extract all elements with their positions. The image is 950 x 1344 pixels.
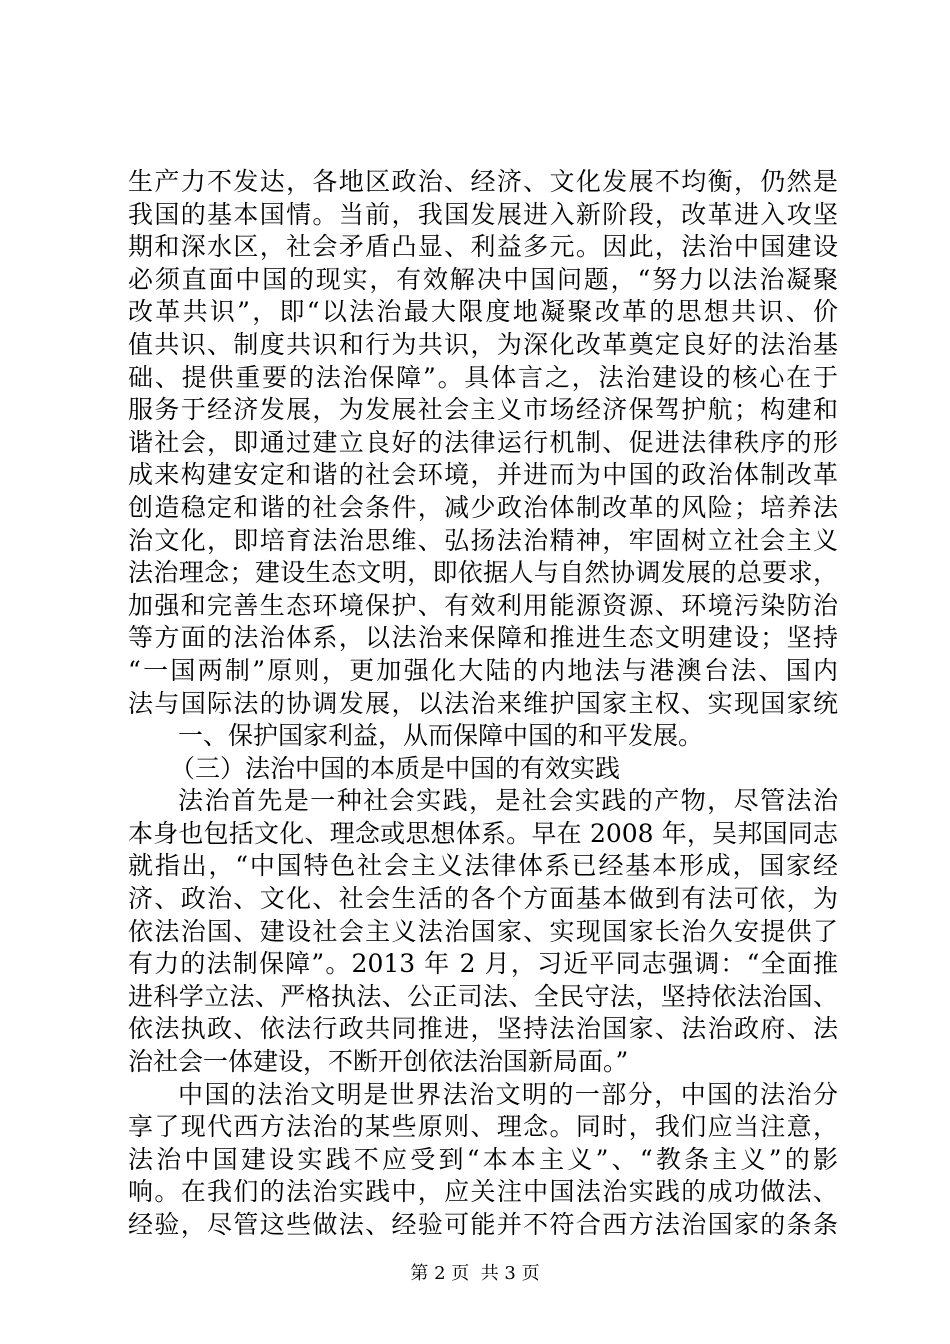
- text-line: 中国的法治文明是世界法治文明的一部分，中国的法治分: [178, 1079, 838, 1109]
- text-line: 济、政治、文化、社会生活的各个方面基本做到有法可依，为: [128, 884, 838, 914]
- text-line: 生产力不发达，各地区政治、经济、文化发展不均衡，仍然是: [128, 167, 838, 196]
- text-line: 加强和完善生态环境保护、有效利用能源资源、环境污染防治: [128, 590, 838, 620]
- text-line: 必须直面中国的现实，有效解决中国问题，“努力以法治凝聚: [128, 264, 838, 294]
- text-line: 础、提供重要的法治保障”。具体言之，法治建设的核心在于: [128, 362, 838, 392]
- text-line: 成来构建安定和谐的社会环境，并进而为中国的政治体制改革: [128, 460, 838, 490]
- text-line: 法与国际法的协调发展，以法治来维护国家主权、实现国家统: [128, 688, 838, 718]
- text-line: 期和深水区，社会矛盾凸显、利益多元。因此，法治中国建设: [128, 232, 838, 262]
- text-line: 响。在我们的法治实践中，应关注中国法治实践的成功做法、: [128, 1177, 838, 1207]
- text-line: 等方面的法治体系，以法治来保障和推进生态文明建设；坚持: [128, 623, 838, 653]
- text-line: 进科学立法、严格执法、公正司法、全民守法，坚持依法治国、: [128, 981, 838, 1011]
- text-line: 有力的法制保障”。2013 年 2 月，习近平同志强调：“全面推: [128, 949, 838, 979]
- text-line: 我国的基本国情。当前，我国发展进入新阶段，改革进入攻坚: [128, 199, 838, 229]
- text-line: 法治中国建设实践不应受到“本本主义”、“教条主义”的影: [128, 1144, 838, 1174]
- text-line: 就指出，“中国特色社会主义法律体系已经基本形成，国家经: [128, 851, 838, 881]
- text-line: 治文化，即培育法治思维、弘扬法治精神，牢固树立社会主义: [128, 525, 838, 555]
- text-line: 依法执政、依法行政共同推进，坚持法治国家、法治政府、法: [128, 1014, 838, 1044]
- text-line: 值共识、制度共识和行为共识，为深化改革奠定良好的法治基: [128, 329, 838, 359]
- text-line: 依法治国、建设社会主义法治国家、实现国家长治久安提供了: [128, 916, 838, 946]
- text-line: 一、保护国家利益，从而保障中国的和平发展。: [178, 721, 704, 751]
- text-line: 享了现代西方法治的某些原则、理念。同时，我们应当注意，: [128, 1112, 838, 1142]
- text-line: （三）法治中国的本质是中国的有效实践: [170, 753, 621, 783]
- text-line: 法治理念；建设生态文明，即依据人与自然协调发展的总要求，: [128, 558, 838, 588]
- text-line: 谐社会，即通过建立良好的法律运行机制、促进法律秩序的形: [128, 427, 838, 457]
- text-line: 经验，尽管这些做法、经验可能并不符合西方法治国家的条条: [128, 1210, 838, 1239]
- text-line: 改革共识”，即“以法治最大限度地凝聚改革的思想共识、价: [128, 297, 838, 327]
- document-body: [128, 166, 838, 1242]
- text-line: “一国两制”原则，更加强化大陆的内地法与港澳台法、国内: [128, 655, 838, 685]
- page-footer: 第 2 页 共 3 页: [410, 1263, 540, 1284]
- text-line: 服务于经济发展，为发展社会主义市场经济保驾护航；构建和: [128, 395, 838, 425]
- text-line: 治社会一体建设，不断开创依法治国新局面。”: [128, 1047, 629, 1077]
- text-line: 法治首先是一种社会实践，是社会实践的产物，尽管法治: [178, 786, 838, 816]
- text-line: 创造稳定和谐的社会条件，减少政治体制改革的风险；培养法: [128, 492, 838, 522]
- text-line: 本身也包括文化、理念或思想体系。早在 2008 年，吴邦国同志: [128, 818, 838, 848]
